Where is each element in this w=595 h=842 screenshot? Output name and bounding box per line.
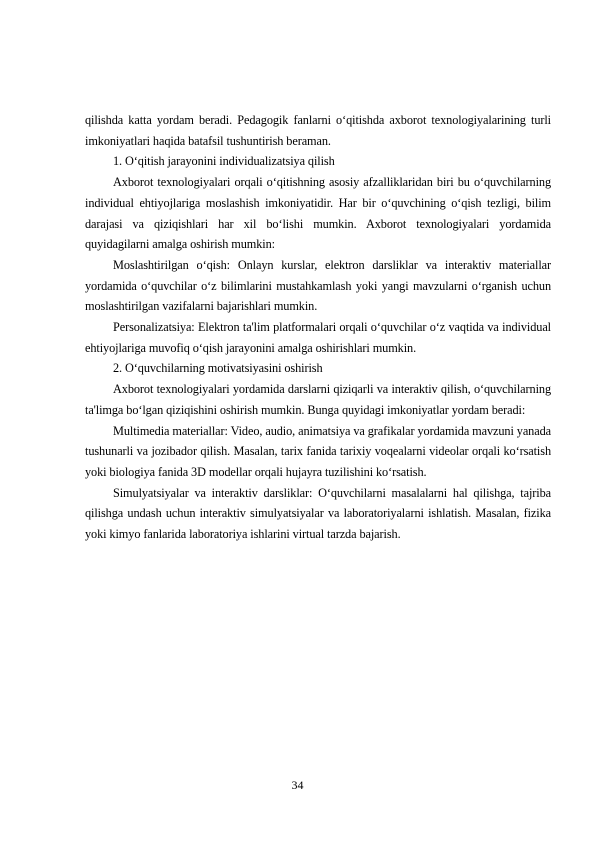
paragraph-personalization: Personalizatsiya: Elektron ta'lim platformalari orqali o‘quvchilar o‘z vaqtida va individual ehtiyojlariga muvofiq o‘qish jarayonini amalga oshirishlari mumkin. (85, 320, 551, 355)
section-heading-motivation: 2. O‘quvchilarning motivatsiyasini oshirish (113, 361, 323, 376)
paragraph-motivation-intro: Axborot texnologiyalari yordamida darslarni qiziqarli va interaktiv qilish, o‘quvchilarning ta'limga bo‘lgan qiziqishini oshirish mumkin. Bunga quyidagi imkoniyatlar yordam beradi: (85, 382, 551, 417)
section-heading-individualization: 1. O‘qitish jarayonini individualizatsiya qilish (113, 154, 335, 169)
page-number: 34 (291, 778, 304, 792)
paragraph-individualization-intro: Axborot texnologiyalari orqali o‘qitishning asosiy afzalliklaridan biri bu o‘quvchilarning individual ehtiyojlariga moslashish imkoniyatidir. Har bir o‘quvchining o‘qish tezligi, bilim darajasi va qiziqishlari har xil bo‘lishi mumkin. Axborot texnologiyalari yordamida quyidagilarni amalga oshirish mumkin: (85, 175, 551, 252)
paragraph-continuation: qilishda katta yordam beradi. Pedagogik fanlarni o‘qitishda axborot texnologiyalarining turli imkoniyatlari haqida batafsil tushuntirish beraman. (85, 113, 551, 148)
page-body (85, 110, 551, 545)
paragraph-multimedia: Multimedia materiallar: Video, audio, animatsiya va grafikalar yordamida mavzuni yanada tushunarli va jozibador qilish. Masalan, tarix fanida tarixiy voqealarni videolar orqali ko‘rsatish yoki biologiya fanida 3D modellar orqali hujayra tuzilishini ko‘rsatish. (85, 423, 551, 479)
paragraph-simulations: Simulyatsiyalar va interaktiv darsliklar: O‘quvchilarni masalalarni hal qilishga, tajriba qilishga undash uchun interaktiv simulyatsiyalar va laboratoriyalarni ishlatish. Masalan, fizika yoki kimyo fanlarida laboratoriya ishlarini virtual tarzda bajarish. (85, 485, 551, 542)
paragraph-adaptive-learning: Moslashtirilgan o‘qish: Onlayn kurslar, elektron darsliklar va interaktiv materiallar yordamida o‘quvchilar o‘z bilimlarini mustahkamlash yoki yangi mavzularni o‘rganish uchun moslashtirilgan vazifalarni bajarishlari mumkin. (85, 257, 551, 314)
